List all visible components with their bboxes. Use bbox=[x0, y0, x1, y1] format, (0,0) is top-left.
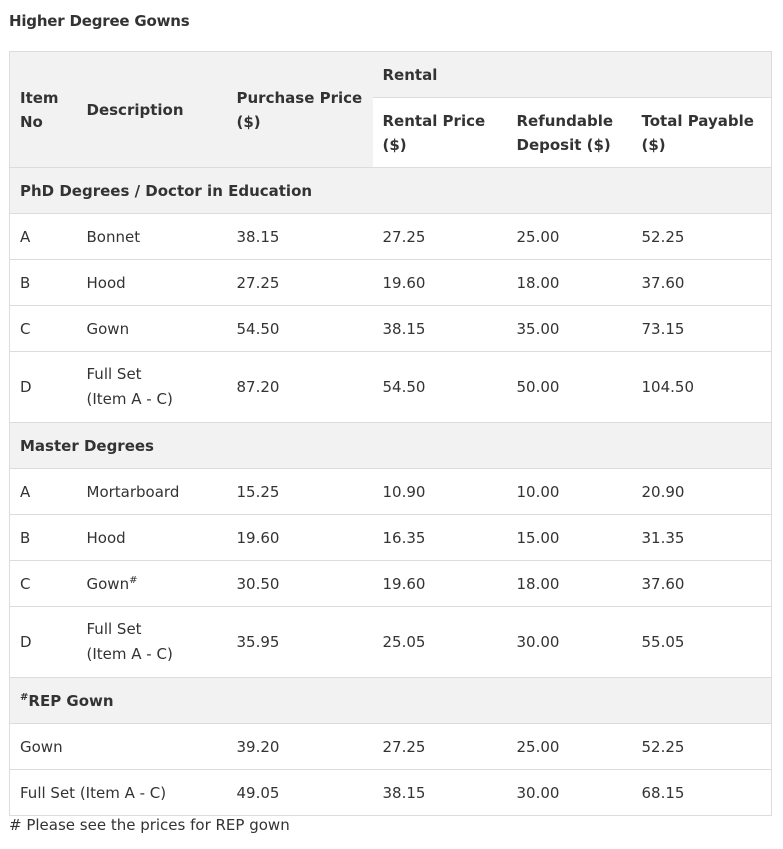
item-no: D bbox=[10, 607, 77, 678]
footnote-mark: # bbox=[129, 574, 138, 586]
rental-price: 19.60 bbox=[373, 561, 507, 607]
description-line-1: Full Set bbox=[86, 620, 142, 638]
purchase-price: 30.50 bbox=[227, 561, 373, 607]
header-item-no: Item No bbox=[10, 52, 77, 168]
table-row bbox=[10, 515, 772, 561]
total-payable: 31.35 bbox=[632, 515, 772, 561]
description: Bonnet bbox=[77, 214, 227, 260]
table-row bbox=[10, 306, 772, 352]
purchase-price: 27.25 bbox=[227, 260, 373, 306]
item-no: D bbox=[10, 352, 77, 423]
refundable-deposit: 10.00 bbox=[507, 469, 632, 515]
description-line-1: Full Set bbox=[86, 365, 142, 383]
description: Hood bbox=[77, 515, 227, 561]
gowns-price-table bbox=[9, 51, 772, 816]
footnote: # Please see the prices for REP gown bbox=[9, 816, 290, 834]
section-label bbox=[10, 678, 772, 724]
description-line-2: (Item A - C) bbox=[86, 390, 173, 408]
item-no: C bbox=[10, 306, 77, 352]
header-refundable-deposit: Refundable Deposit ($) bbox=[507, 98, 632, 168]
purchase-price: 19.60 bbox=[227, 515, 373, 561]
refundable-deposit: 18.00 bbox=[507, 260, 632, 306]
rental-price: 54.50 bbox=[373, 352, 507, 423]
total-payable: 20.90 bbox=[632, 469, 772, 515]
purchase-price: 35.95 bbox=[227, 607, 373, 678]
total-payable: 37.60 bbox=[632, 561, 772, 607]
header-rental-price: Rental Price ($) bbox=[373, 98, 507, 168]
description-line-2: (Item A - C) bbox=[86, 645, 173, 663]
table-row bbox=[10, 469, 772, 515]
section-row-master bbox=[10, 423, 772, 469]
footnote-mark: # bbox=[20, 691, 29, 703]
rental-price: 16.35 bbox=[373, 515, 507, 561]
total-payable: 68.15 bbox=[632, 770, 772, 816]
total-payable: 37.60 bbox=[632, 260, 772, 306]
header-rental: Rental bbox=[373, 52, 772, 98]
description-text: Gown bbox=[86, 574, 130, 593]
description: Gown bbox=[77, 306, 227, 352]
description: Mortarboard bbox=[77, 469, 227, 515]
rental-price: 38.15 bbox=[373, 770, 507, 816]
table-row bbox=[10, 770, 772, 816]
item-no: B bbox=[10, 515, 77, 561]
total-payable: 104.50 bbox=[632, 352, 772, 423]
refundable-deposit: 15.00 bbox=[507, 515, 632, 561]
section-label: PhD Degrees / Doctor in Education bbox=[10, 168, 772, 214]
table-row bbox=[10, 607, 772, 678]
section-label: Master Degrees bbox=[10, 423, 772, 469]
description bbox=[77, 352, 227, 423]
purchase-price: 87.20 bbox=[227, 352, 373, 423]
purchase-price: 54.50 bbox=[227, 306, 373, 352]
section-row-phd bbox=[10, 168, 772, 214]
section-label-text: REP Gown bbox=[28, 691, 114, 710]
table-row bbox=[10, 214, 772, 260]
refundable-deposit: 30.00 bbox=[507, 770, 632, 816]
refundable-deposit: 50.00 bbox=[507, 352, 632, 423]
header-description: Description bbox=[77, 52, 227, 168]
total-payable: 52.25 bbox=[632, 724, 772, 770]
item-no: C bbox=[10, 561, 77, 607]
refundable-deposit: 18.00 bbox=[507, 561, 632, 607]
description: Hood bbox=[77, 260, 227, 306]
rental-price: 25.05 bbox=[373, 607, 507, 678]
item-no: A bbox=[10, 469, 77, 515]
total-payable: 52.25 bbox=[632, 214, 772, 260]
item-no: A bbox=[10, 214, 77, 260]
rental-price: 19.60 bbox=[373, 260, 507, 306]
purchase-price: 38.15 bbox=[227, 214, 373, 260]
purchase-price: 49.05 bbox=[227, 770, 373, 816]
description: Gown bbox=[10, 724, 227, 770]
purchase-price: 15.25 bbox=[227, 469, 373, 515]
description: Full Set (Item A - C) bbox=[10, 770, 227, 816]
item-no: B bbox=[10, 260, 77, 306]
table-row bbox=[10, 352, 772, 423]
purchase-price: 39.20 bbox=[227, 724, 373, 770]
rental-price: 38.15 bbox=[373, 306, 507, 352]
total-payable: 73.15 bbox=[632, 306, 772, 352]
total-payable: 55.05 bbox=[632, 607, 772, 678]
header-purchase-price: Purchase Price ($) bbox=[227, 52, 373, 168]
refundable-deposit: 35.00 bbox=[507, 306, 632, 352]
rental-price: 27.25 bbox=[373, 724, 507, 770]
description bbox=[77, 607, 227, 678]
refundable-deposit: 30.00 bbox=[507, 607, 632, 678]
description bbox=[77, 561, 227, 607]
table-row bbox=[10, 561, 772, 607]
rental-price: 10.90 bbox=[373, 469, 507, 515]
table-row bbox=[10, 260, 772, 306]
page-title: Higher Degree Gowns bbox=[9, 12, 190, 30]
refundable-deposit: 25.00 bbox=[507, 724, 632, 770]
section-row-rep bbox=[10, 678, 772, 724]
table-row bbox=[10, 724, 772, 770]
refundable-deposit: 25.00 bbox=[507, 214, 632, 260]
header-total-payable: Total Payable ($) bbox=[632, 98, 772, 168]
rental-price: 27.25 bbox=[373, 214, 507, 260]
